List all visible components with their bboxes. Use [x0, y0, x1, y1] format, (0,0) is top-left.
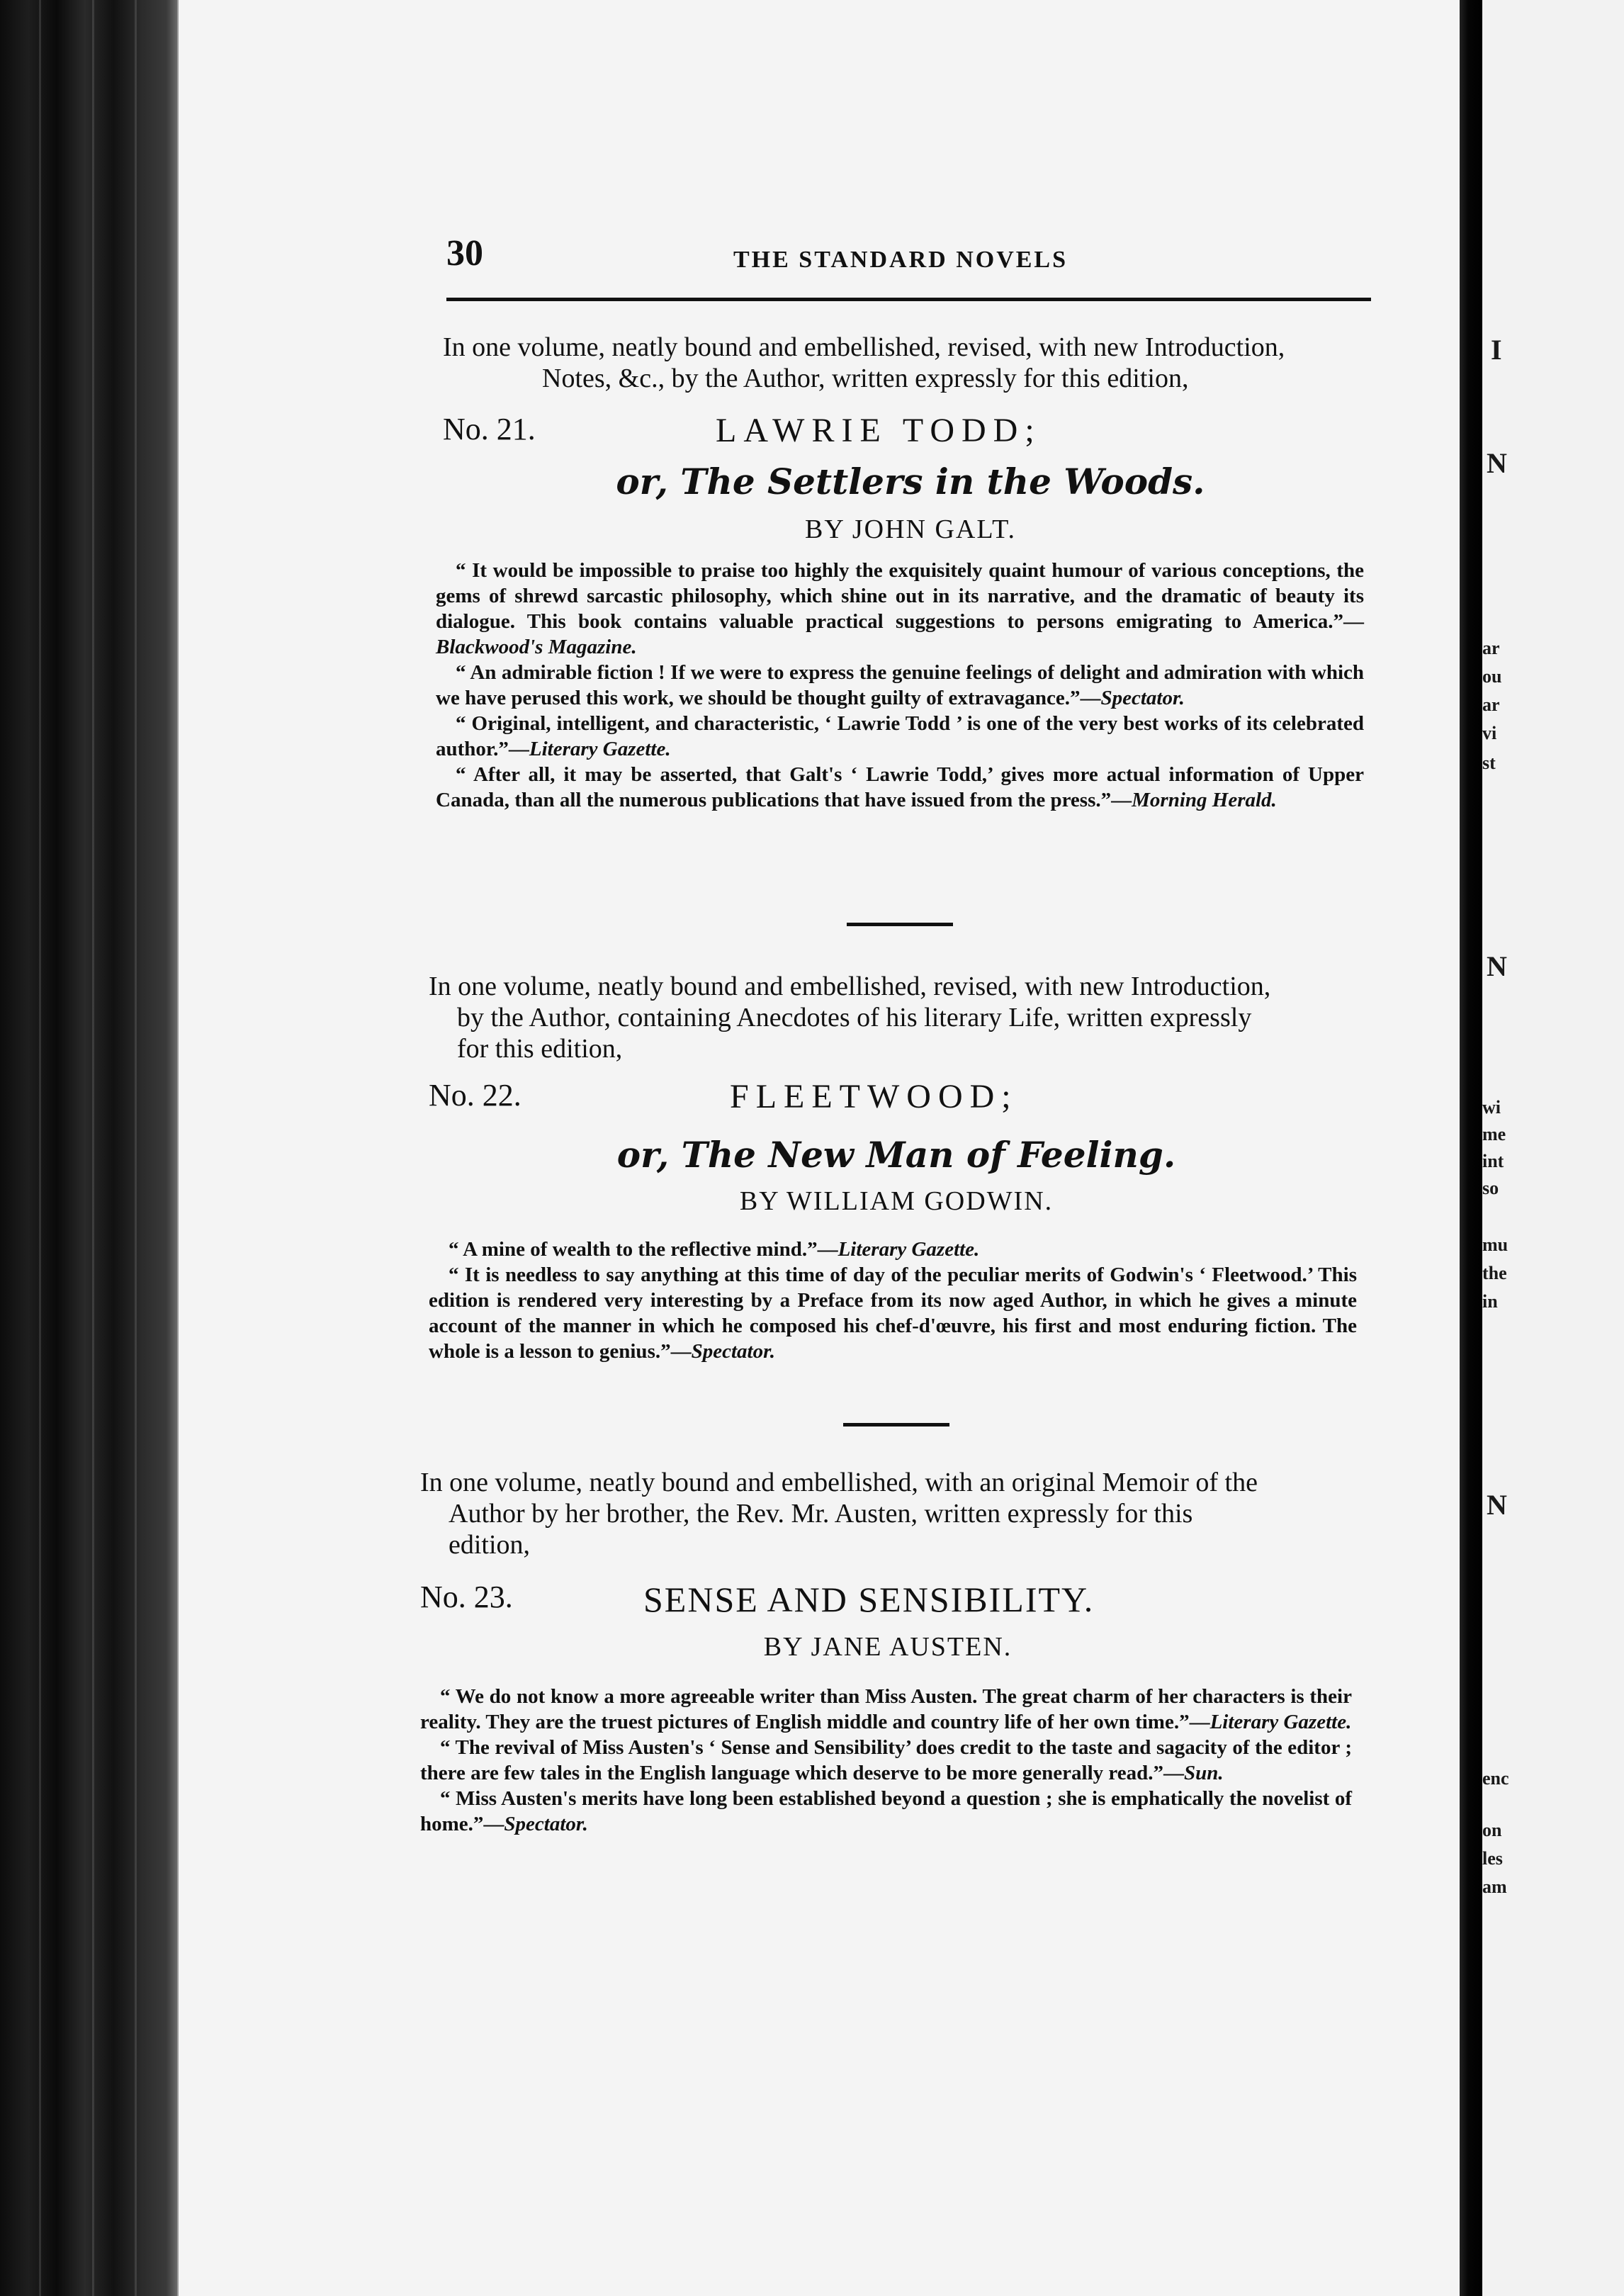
facing-fragment: les — [1482, 1848, 1503, 1869]
facing-fragment: ar — [1482, 694, 1500, 715]
review-quotes — [429, 1237, 1357, 1364]
facing-fragment: int — [1482, 1151, 1504, 1171]
facing-fragment: me — [1482, 1124, 1506, 1144]
edition-note: In one volume, neatly bound and embellished, with an original Memoir of the Author by her brother, the Rev. Mr. Austen, written expressly for this edition, — [420, 1468, 1258, 1560]
book-author: BY JOHN GALT. — [805, 514, 1016, 544]
facing-fragment: ou — [1482, 666, 1502, 687]
volume-number: No. 22. — [429, 1078, 521, 1113]
volume-number: No. 21. — [443, 412, 536, 446]
title-row — [420, 1579, 1355, 1628]
review-quote: “ After all, it may be asserted, that Galt's ‘ Lawrie Todd,’ gives more actual information of Upper Canada, than all the numerous publications that have issued from the press.”—Morning Herald. — [436, 763, 1364, 811]
book-subtitle: or, The New Man of Feeling. — [616, 1134, 1176, 1176]
facing-fragment: vi — [1482, 723, 1497, 743]
review-quote: “ It is needless to say anything at this time of day of the peculiar merits of Godwin's ‘ Fleetwood.’ This edition is rendered very interesting by a Preface from its now aged Author, in which he gives a minute account of the manner in which he composed his chef-d'œuvre, his first and most enduring fiction. The whole is a lesson to genius.”—Spectator. — [429, 1264, 1357, 1363]
facing-fragment: N — [1487, 447, 1507, 479]
facing-fragment: on — [1482, 1820, 1502, 1840]
page-header — [446, 232, 1368, 289]
book-title: FLEETWOOD; — [730, 1078, 1018, 1115]
edition-note: In one volume, neatly bound and embellished, revised, with new Introduction, by the Author, containing Anecdotes of his literary Life, written expressly for this edition, — [429, 972, 1271, 1064]
facing-fragment: the — [1482, 1263, 1507, 1283]
page-number: 30 — [446, 233, 483, 274]
facing-fragment: enc — [1482, 1768, 1509, 1789]
review-quote: “ An admirable fiction ! If we were to express the genuine feelings of delight and admiration with which we have perused this work, we should be thought guilty of extravagance.”—Spectator. — [436, 661, 1364, 709]
facing-fragment: N — [1487, 950, 1507, 982]
facing-fragment: wi — [1482, 1097, 1501, 1118]
book-spine — [0, 0, 177, 2296]
book-subtitle: or, The Settlers in the Woods. — [616, 461, 1205, 502]
section-divider — [847, 923, 953, 926]
entry-no-22 — [429, 971, 1364, 1364]
book-author: BY WILLIAM GODWIN. — [739, 1186, 1054, 1216]
review-quote: “ Original, intelligent, and characteristic, ‘ Lawrie Todd ’ is one of the very best works of its celebrated author.”—Literary Gazette. — [436, 712, 1364, 760]
book-author: BY JANE AUSTEN. — [763, 1632, 1013, 1662]
page-gutter — [1460, 0, 1482, 2296]
section-divider — [843, 1423, 949, 1426]
facing-fragment: am — [1482, 1876, 1507, 1897]
review-quote: “ It would be impossible to praise too highly the exquisitely quaint humour of various conceptions, the gems of shrewd sarcastic philosophy, which shine out in its narrative, and the dramatic of beauty its dialogue. This book contains valuable practical suggestions to persons emigrating to America.”—Blackwood's Magazine. — [436, 559, 1364, 658]
running-head: THE STANDARD NOVELS — [733, 247, 1068, 273]
facing-page-edge — [1482, 0, 1624, 2296]
header-rule — [446, 298, 1371, 301]
entry-no-23 — [420, 1467, 1355, 1837]
book-title: SENSE AND SENSIBILITY. — [643, 1580, 1095, 1619]
entry-no-21 — [436, 332, 1378, 813]
review-quote: “ We do not know a more agreeable writer than Miss Austen. The great charm of her characters is their reality. They are the truest pictures of English middle and country life of her own time.”—Literary Gazette. — [420, 1685, 1352, 1733]
review-quotes — [420, 1684, 1352, 1837]
volume-number: No. 23. — [420, 1580, 513, 1614]
review-quotes — [436, 558, 1364, 813]
facing-fragment: st — [1482, 753, 1496, 773]
edition-note: In one volume, neatly bound and embellished, revised, with new Introduction, Notes, &c., by the Author, written expressly for this edition, — [443, 332, 1285, 393]
facing-fragment: I — [1491, 334, 1502, 366]
title-row — [429, 1077, 1364, 1127]
facing-fragment: mu — [1482, 1234, 1509, 1255]
title-row — [443, 411, 1378, 461]
facing-fragment: ar — [1482, 638, 1500, 658]
facing-fragment: in — [1482, 1291, 1498, 1312]
review-quote: “ The revival of Miss Austen's ‘ Sense and Sensibility’ does credit to the taste and sagacity of the editor ; there are few tales in the English language which deserve to be more generally read.”—Sun. — [420, 1736, 1352, 1784]
book-title: LAWRIE TODD; — [716, 412, 1042, 449]
review-quote: “ Miss Austen's merits have long been established beyond a question ; she is emphatically the novelist of home.”—Spectator. — [420, 1787, 1352, 1835]
review-quote: “ A mine of wealth to the reflective mind.”—Literary Gazette. — [449, 1238, 980, 1261]
facing-fragment: so — [1482, 1178, 1499, 1198]
facing-fragment: N — [1487, 1489, 1507, 1521]
